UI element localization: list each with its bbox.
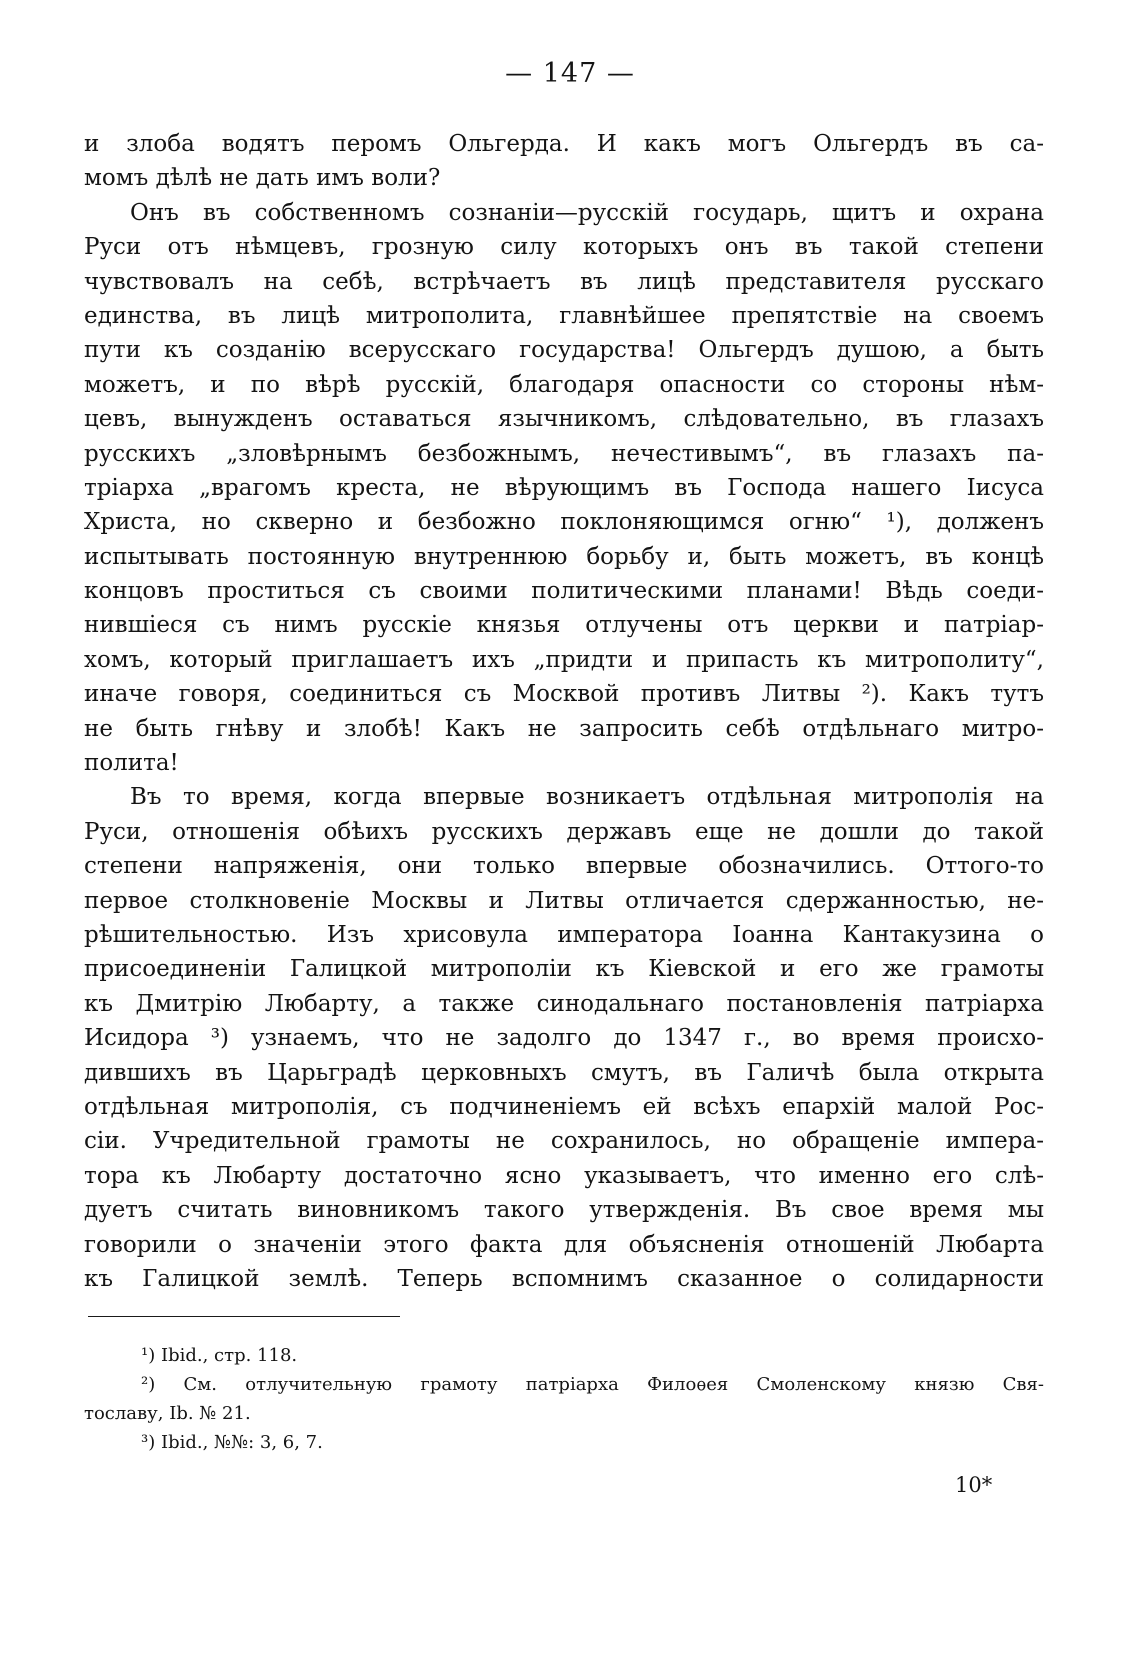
text-line: иначе говоря, соединиться съ Москвой противъ Литвы ²). Какъ тутъ	[84, 681, 1044, 708]
text-line: момъ дѣлѣ не дать имъ воли?	[84, 165, 441, 192]
text-line: тора къ Любарту достаточно ясно указываетъ, что именно его слѣ-	[84, 1162, 1044, 1189]
page-number: — 147 —	[505, 58, 635, 89]
text-line: отдѣльная митрополія, съ подчиненіемъ ей всѣхъ епархій малой Рос-	[84, 1093, 1044, 1120]
text-line: нившіеся съ нимъ русскіе князья отлучены отъ церкви и патріар-	[84, 612, 1044, 639]
text-line: не быть гнѣву и злобѣ! Какъ не запросить себѣ отдѣльнаго митро-	[84, 715, 1044, 742]
text-line: цевъ, вынужденъ оставаться язычникомъ, слѣдовательно, въ глазахъ	[84, 406, 1044, 433]
text-line: сіи. Учредительной грамоты не сохранилось, но обращеніе импера-	[84, 1128, 1044, 1155]
text-line: Руси, отношенія обѣихъ русскихъ державъ еще не дошли до такой	[84, 818, 1044, 845]
text-line: Онъ въ собственномъ сознаніи—русскій государь, щитъ и охрана	[130, 199, 1044, 226]
footnotes	[84, 1341, 1044, 1457]
footnote-divider	[88, 1316, 400, 1317]
text-line: дуетъ считать виновникомъ такого утвержденія. Въ свое время мы	[84, 1197, 1044, 1224]
footnote-line: ¹) Ibid., стр. 118.	[141, 1345, 298, 1366]
text-line: можетъ, и по вѣрѣ русскій, благодаря опасности со стороны нѣм-	[84, 371, 1044, 398]
text-line: Христа, но скверно и безбожно поклоняющимся огню“ ¹), долженъ	[84, 509, 1044, 536]
text-line: испытывать постоянную внутреннюю борьбу и, быть можетъ, въ концѣ	[84, 543, 1044, 570]
text-line: полита!	[84, 750, 179, 777]
text-line: рѣшительностью. Изъ хрисовула императора Іоанна Кантакузина о	[84, 921, 1044, 948]
printer-signature-mark: 10*	[955, 1473, 993, 1497]
text-line: къ Дмитрію Любарту, а также синодальнаго постановленія патріарха	[84, 990, 1044, 1017]
text-line: единства, въ лицѣ митрополита, главнѣйшее препятствіе на своемъ	[84, 302, 1044, 329]
text-line: степени напряженія, они только впервые обозначились. Оттого-то	[84, 853, 1044, 880]
text-line: тріарха „врагомъ креста, не вѣрующимъ въ Господа нашего Іисуса	[84, 474, 1044, 501]
text-line: пути къ созданію всерусскаго государства! Ольгердъ душою, а быть	[84, 337, 1044, 364]
text-line: говорили о значеніи этого факта для объясненія отношеній Любарта	[84, 1231, 1044, 1258]
text-line: концовъ проститься съ своими политическими планами! Вѣдь соеди-	[84, 578, 1044, 605]
text-line: присоединеніи Галицкой митрополіи къ Кіевской и его же грамоты	[84, 956, 1044, 983]
body-text	[84, 127, 1044, 1296]
footnote-line: ³) Ibid., №№: 3, 6, 7.	[141, 1432, 323, 1453]
text-line: хомъ, который приглашаетъ ихъ „придти и припасть къ митрополиту“,	[84, 646, 1044, 673]
text-line: къ Галицкой землѣ. Теперь вспомнимъ сказанное о солидарности	[84, 1265, 1044, 1292]
text-line: и злоба водятъ перомъ Ольгерда. И какъ могъ Ольгердъ въ са-	[84, 131, 1044, 157]
text-line: русскихъ „зловѣрнымъ безбожнымъ, нечестивымъ“, въ глазахъ па-	[84, 440, 1044, 467]
text-line: первое столкновеніе Москвы и Литвы отличается сдержанностью, не-	[84, 887, 1044, 914]
text-line: Въ то время, когда впервые возникаетъ отдѣльная митрополія на	[130, 784, 1044, 811]
text-line: чувствовалъ на себѣ, встрѣчаетъ въ лицѣ представителя русскаго	[84, 268, 1044, 295]
footnote-line: ²) См. отлучительную грамоту патріарха Филоѳея Смоленскому князю Свя-	[141, 1374, 1044, 1395]
text-line: дившихъ въ Царьградѣ церковныхъ смутъ, въ Галичѣ была открыта	[84, 1059, 1044, 1086]
text-line: Исидора ³) узнаемъ, что не задолго до 1347 г., во время происхо-	[84, 1025, 1044, 1052]
footnote-line: тославу, Ib. № 21.	[84, 1403, 251, 1424]
text-line: Руси отъ нѣмцевъ, грозную силу которыхъ онъ въ такой степени	[84, 234, 1044, 261]
